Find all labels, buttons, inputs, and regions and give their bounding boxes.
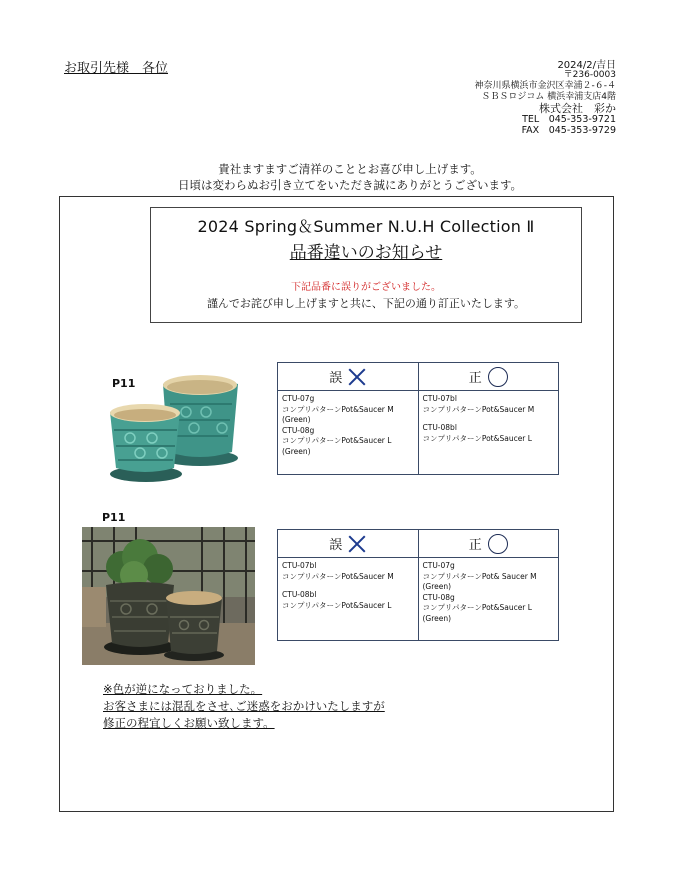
correct-entries <box>419 558 559 627</box>
item-color: (Green) <box>282 446 311 456</box>
item-color: (Green) <box>422 613 452 623</box>
item-code: CTU-07g <box>422 561 455 570</box>
item-code: CTU-07bl <box>282 561 317 570</box>
item-code: CTU-07g <box>282 394 315 403</box>
product-label: P11 <box>102 511 126 524</box>
item-name: コンプリパターンPot&Saucer M <box>282 571 394 581</box>
product-label: P11 <box>112 377 136 390</box>
item-code: CTU-08g <box>282 425 315 435</box>
correct-label: 正 <box>468 538 482 553</box>
footnote <box>103 681 385 732</box>
footnote-line-2: お客さまには混乱をさせ､ご迷惑をおかけいたしますが <box>103 699 385 713</box>
date: 2024/2/吉日 <box>557 60 616 71</box>
item-code: CTU-08g <box>422 592 455 602</box>
correct-header <box>419 363 559 391</box>
item-code: CTU-07bl <box>422 394 457 403</box>
correct-header <box>419 530 559 558</box>
apology-line: 謹んでお詫び申し上げますと共に、下記の通り訂正いたします。 <box>206 297 526 310</box>
item-color: (Green) <box>422 582 452 591</box>
wrong-entries <box>278 558 418 614</box>
sender-zip: 〒236-0003 <box>563 70 616 80</box>
wrong-header <box>278 530 418 558</box>
greeting-line-1: 貴社ますますご清祥のこととお喜び申し上げます。 <box>218 162 482 176</box>
sender-company: 株式会社 彩か <box>539 102 616 115</box>
item-name: コンプリパターンPot& Saucer M <box>422 571 537 581</box>
wrong-header <box>278 363 418 391</box>
item-name: コンプリパターンPot&Saucer M <box>282 404 394 414</box>
greeting-line-2: 日頃は変わらぬお引き立てをいただき誠にありがとうございます。 <box>177 178 523 192</box>
sender-address: 神奈川県横浜市金沢区幸浦２-６-４ <box>474 81 616 91</box>
green-ceramic-pots-photo <box>100 370 250 486</box>
notice-heading <box>151 238 581 263</box>
correction-table <box>277 362 559 475</box>
correct-label: 正 <box>468 371 482 386</box>
notice-box <box>150 207 582 323</box>
item-color: (Green) <box>282 415 311 424</box>
circle-mark-icon <box>488 367 508 387</box>
sender-tel: TEL 045-353-9721 <box>522 114 616 125</box>
item-name: コンプリパターンPot&Saucer L <box>282 436 392 445</box>
item-code: CTU-08bl <box>282 590 317 599</box>
wrong-column <box>278 363 418 474</box>
sender-fax: FAX 045-353-9729 <box>521 125 616 136</box>
x-mark-icon <box>348 535 366 553</box>
footnote-line-1: ※色が逆になっておりました。 <box>103 682 263 696</box>
correct-column <box>418 363 559 474</box>
correction-table <box>277 529 559 641</box>
wrong-label: 誤 <box>329 538 343 553</box>
footnote-line-3: 修正の程宜しくお願い致します。 <box>103 716 275 730</box>
item-name: コンプリパターンPot&Saucer M <box>422 404 535 414</box>
collection-title: 2024 Spring＆Summer N.U.H Collection Ⅱ <box>197 217 535 236</box>
x-mark-icon <box>348 368 366 386</box>
wrong-label: 誤 <box>329 371 343 386</box>
error-notice-line: 下記品番に誤りがございました。 <box>291 282 441 293</box>
wrong-entries <box>278 391 418 460</box>
correct-entries <box>419 391 559 447</box>
recipient: お取引先様 各位 <box>64 61 169 76</box>
sender-branch: ＳＢＳロジコム 横浜幸浦支店4階 <box>481 92 616 102</box>
wrong-column <box>278 530 418 640</box>
item-name: コンプリパターンPot&Saucer L <box>422 433 532 443</box>
item-name: コンプリパターンPot&Saucer L <box>422 603 532 612</box>
greeting <box>0 161 700 193</box>
sender-block <box>475 70 617 136</box>
circle-mark-icon <box>488 534 508 554</box>
correct-column <box>418 530 559 640</box>
item-name: コンプリパターンPot&Saucer L <box>282 600 392 610</box>
black-pots-with-plant-photo <box>82 527 255 665</box>
item-code: CTU-08bl <box>422 423 457 432</box>
notice-heading-text: 品番違いのお知らせ <box>289 243 443 263</box>
